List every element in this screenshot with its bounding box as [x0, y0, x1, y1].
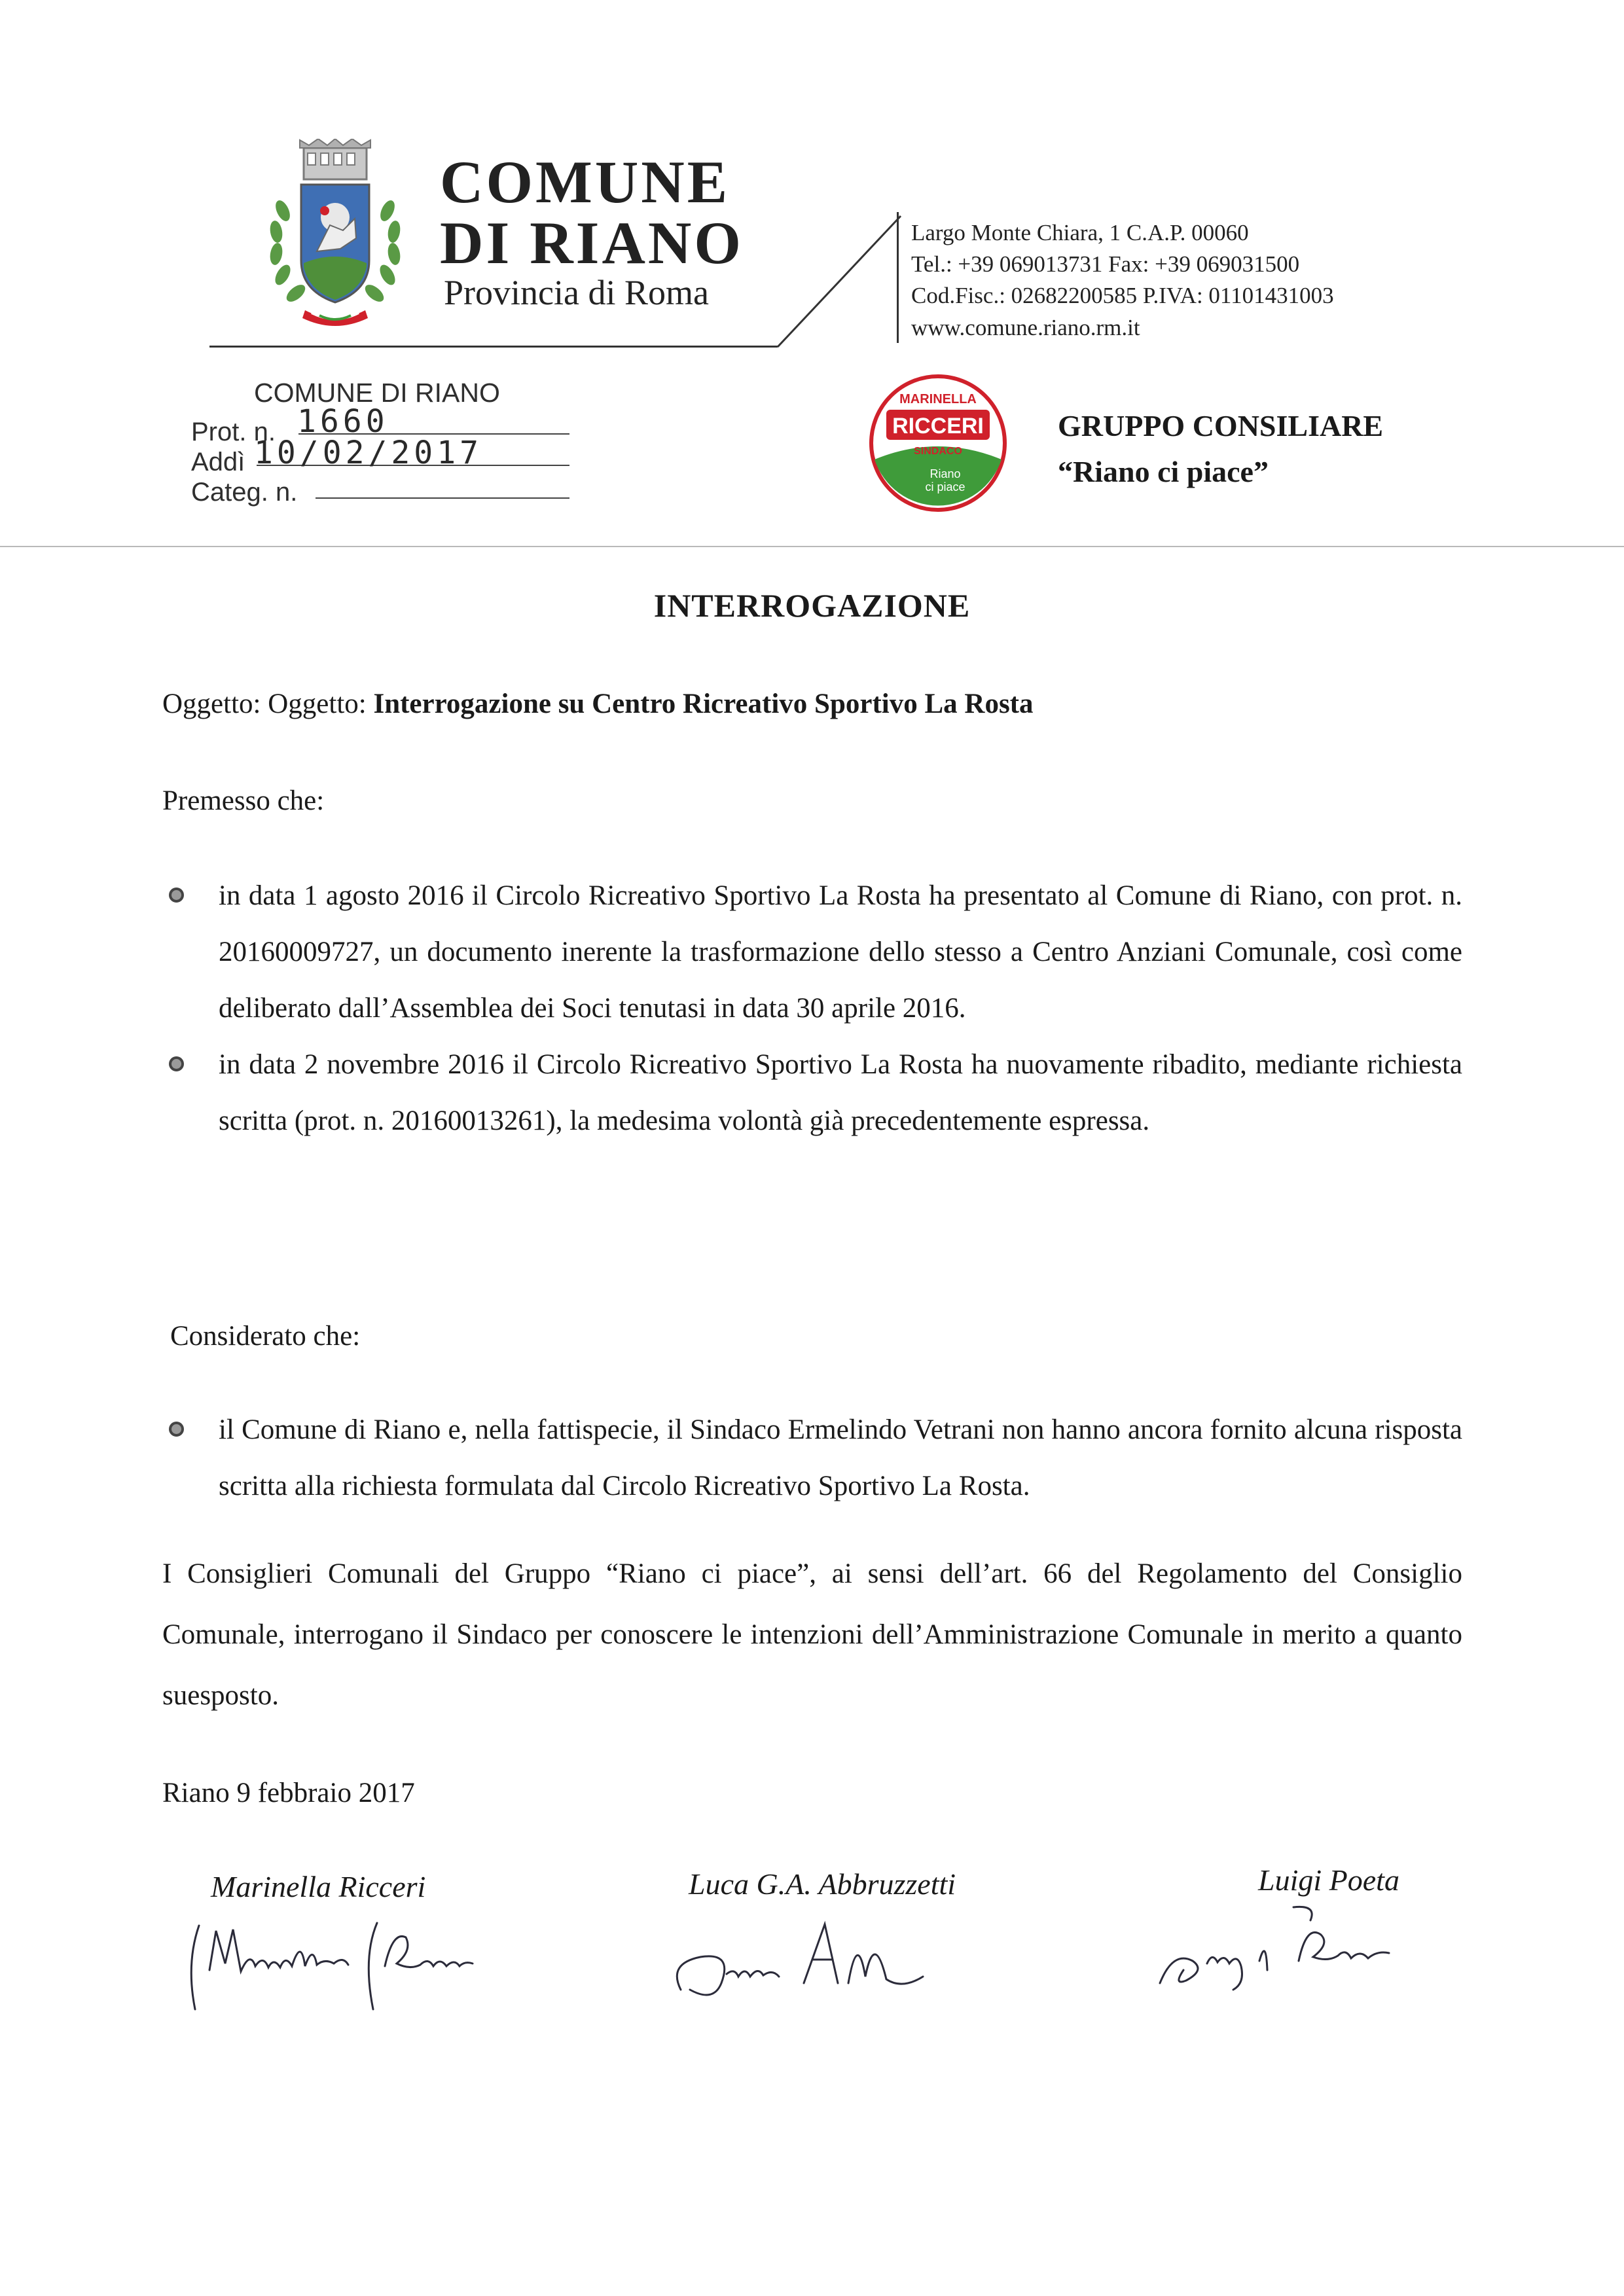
signature-poeta — [1147, 1898, 1422, 2003]
stamp-categ-line — [316, 497, 569, 499]
phone-fax-line: Tel.: +39 069013731 Fax: +39 069031500 — [911, 251, 1300, 277]
list-item: il Comune di Riano e, nella fattispecie, il Sindaco Ermelindo Vetrani non hanno ancora fornito alcuna risposta scritta alla richiesta formulata dal Circolo Ricreativo Sportivo La Rosta. — [219, 1402, 1462, 1515]
subject-line — [162, 690, 1034, 718]
signature-abbruzzetti — [661, 1911, 943, 2009]
signature-ricceri — [177, 1911, 517, 2022]
riano-crest-icon — [257, 139, 414, 335]
subject-prefix: Oggetto: Oggetto: — [162, 689, 374, 719]
party-logo-icon — [868, 373, 1008, 513]
logo-firstname: MARINELLA — [899, 392, 977, 406]
header-separator — [0, 546, 1624, 547]
stamp-addi-value: 10/02/2017 — [254, 435, 482, 471]
address-line: Largo Monte Chiara, 1 C.A.P. 00060 — [911, 220, 1249, 245]
tax-code-line: Cod.Fisc.: 02682200585 P.IVA: 01101431003 — [911, 283, 1334, 308]
considerato-list — [219, 1402, 1462, 1515]
comune-title-line1: COMUNE — [440, 149, 731, 215]
signatory-name: Luigi Poeta — [1258, 1863, 1399, 1897]
header-rule — [209, 346, 778, 348]
province-name: Provincia di Roma — [444, 273, 709, 312]
list-item: in data 2 novembre 2016 il Circolo Ricreativo Sportivo La Rosta ha nuovamente ribadito, mediante richiesta scritta (prot. n. 20160013261), la medesima volontà già precedentemente espressa. — [219, 1037, 1462, 1149]
logo-role: SINDACO — [914, 446, 962, 457]
document-title: INTERROGAZIONE — [653, 587, 971, 624]
considerato-heading: Considerato che: — [170, 1321, 361, 1352]
header-diagonal — [772, 213, 903, 348]
website-line: www.comune.riano.rm.it — [911, 315, 1140, 340]
stamp-prot-label: Prot. n. — [191, 418, 276, 446]
group-title: GRUPPO CONSILIARE — [1058, 409, 1384, 442]
list-item: in data 1 agosto 2016 il Circolo Ricreativo Sportivo La Rosta ha presentato al Comune di Riano, con prot. n. 20160009727, un documento inerente la trasformazione dello stesso a Centro Anziani Comunale, così come deliberato dall’Assemblea dei Soci tenutasi in data 30 aprile 2016. — [219, 868, 1462, 1037]
signatory-name: Marinella Ricceri — [211, 1870, 426, 1903]
address-divider — [897, 212, 899, 343]
place-date: Riano 9 febbraio 2017 — [162, 1778, 415, 1808]
logo-slogan-2: ci piace — [925, 480, 965, 493]
subject-text: Interrogazione su Centro Ricreativo Sportivo La Rosta — [373, 689, 1034, 719]
closing-paragraph: I Consiglieri Comunali del Gruppo “Riano ci piace”, ai sensi dell’art. 66 del Regolamento del Consiglio Comunale, interrogano il Sindaco per conoscere le intenzioni dell’Amministrazione Comunale in merito a quanto suesposto. — [162, 1558, 1462, 1711]
comune-title-line2: DI RIANO — [440, 209, 744, 276]
premesso-list — [219, 868, 1462, 1149]
stamp-categ-label: Categ. n. — [191, 478, 298, 507]
group-name: “Riano ci piace” — [1058, 455, 1269, 488]
stamp-addi-label: Addì — [191, 448, 245, 476]
logo-slogan-1: Riano — [929, 467, 961, 480]
signatory-name: Luca G.A. Abbruzzetti — [689, 1867, 956, 1901]
logo-surname: RICCERI — [892, 414, 984, 439]
premesso-heading: Premesso che: — [162, 785, 325, 816]
stamp-prot-value: 1660 — [297, 403, 389, 440]
stamp-heading: COMUNE DI RIANO — [254, 378, 500, 408]
